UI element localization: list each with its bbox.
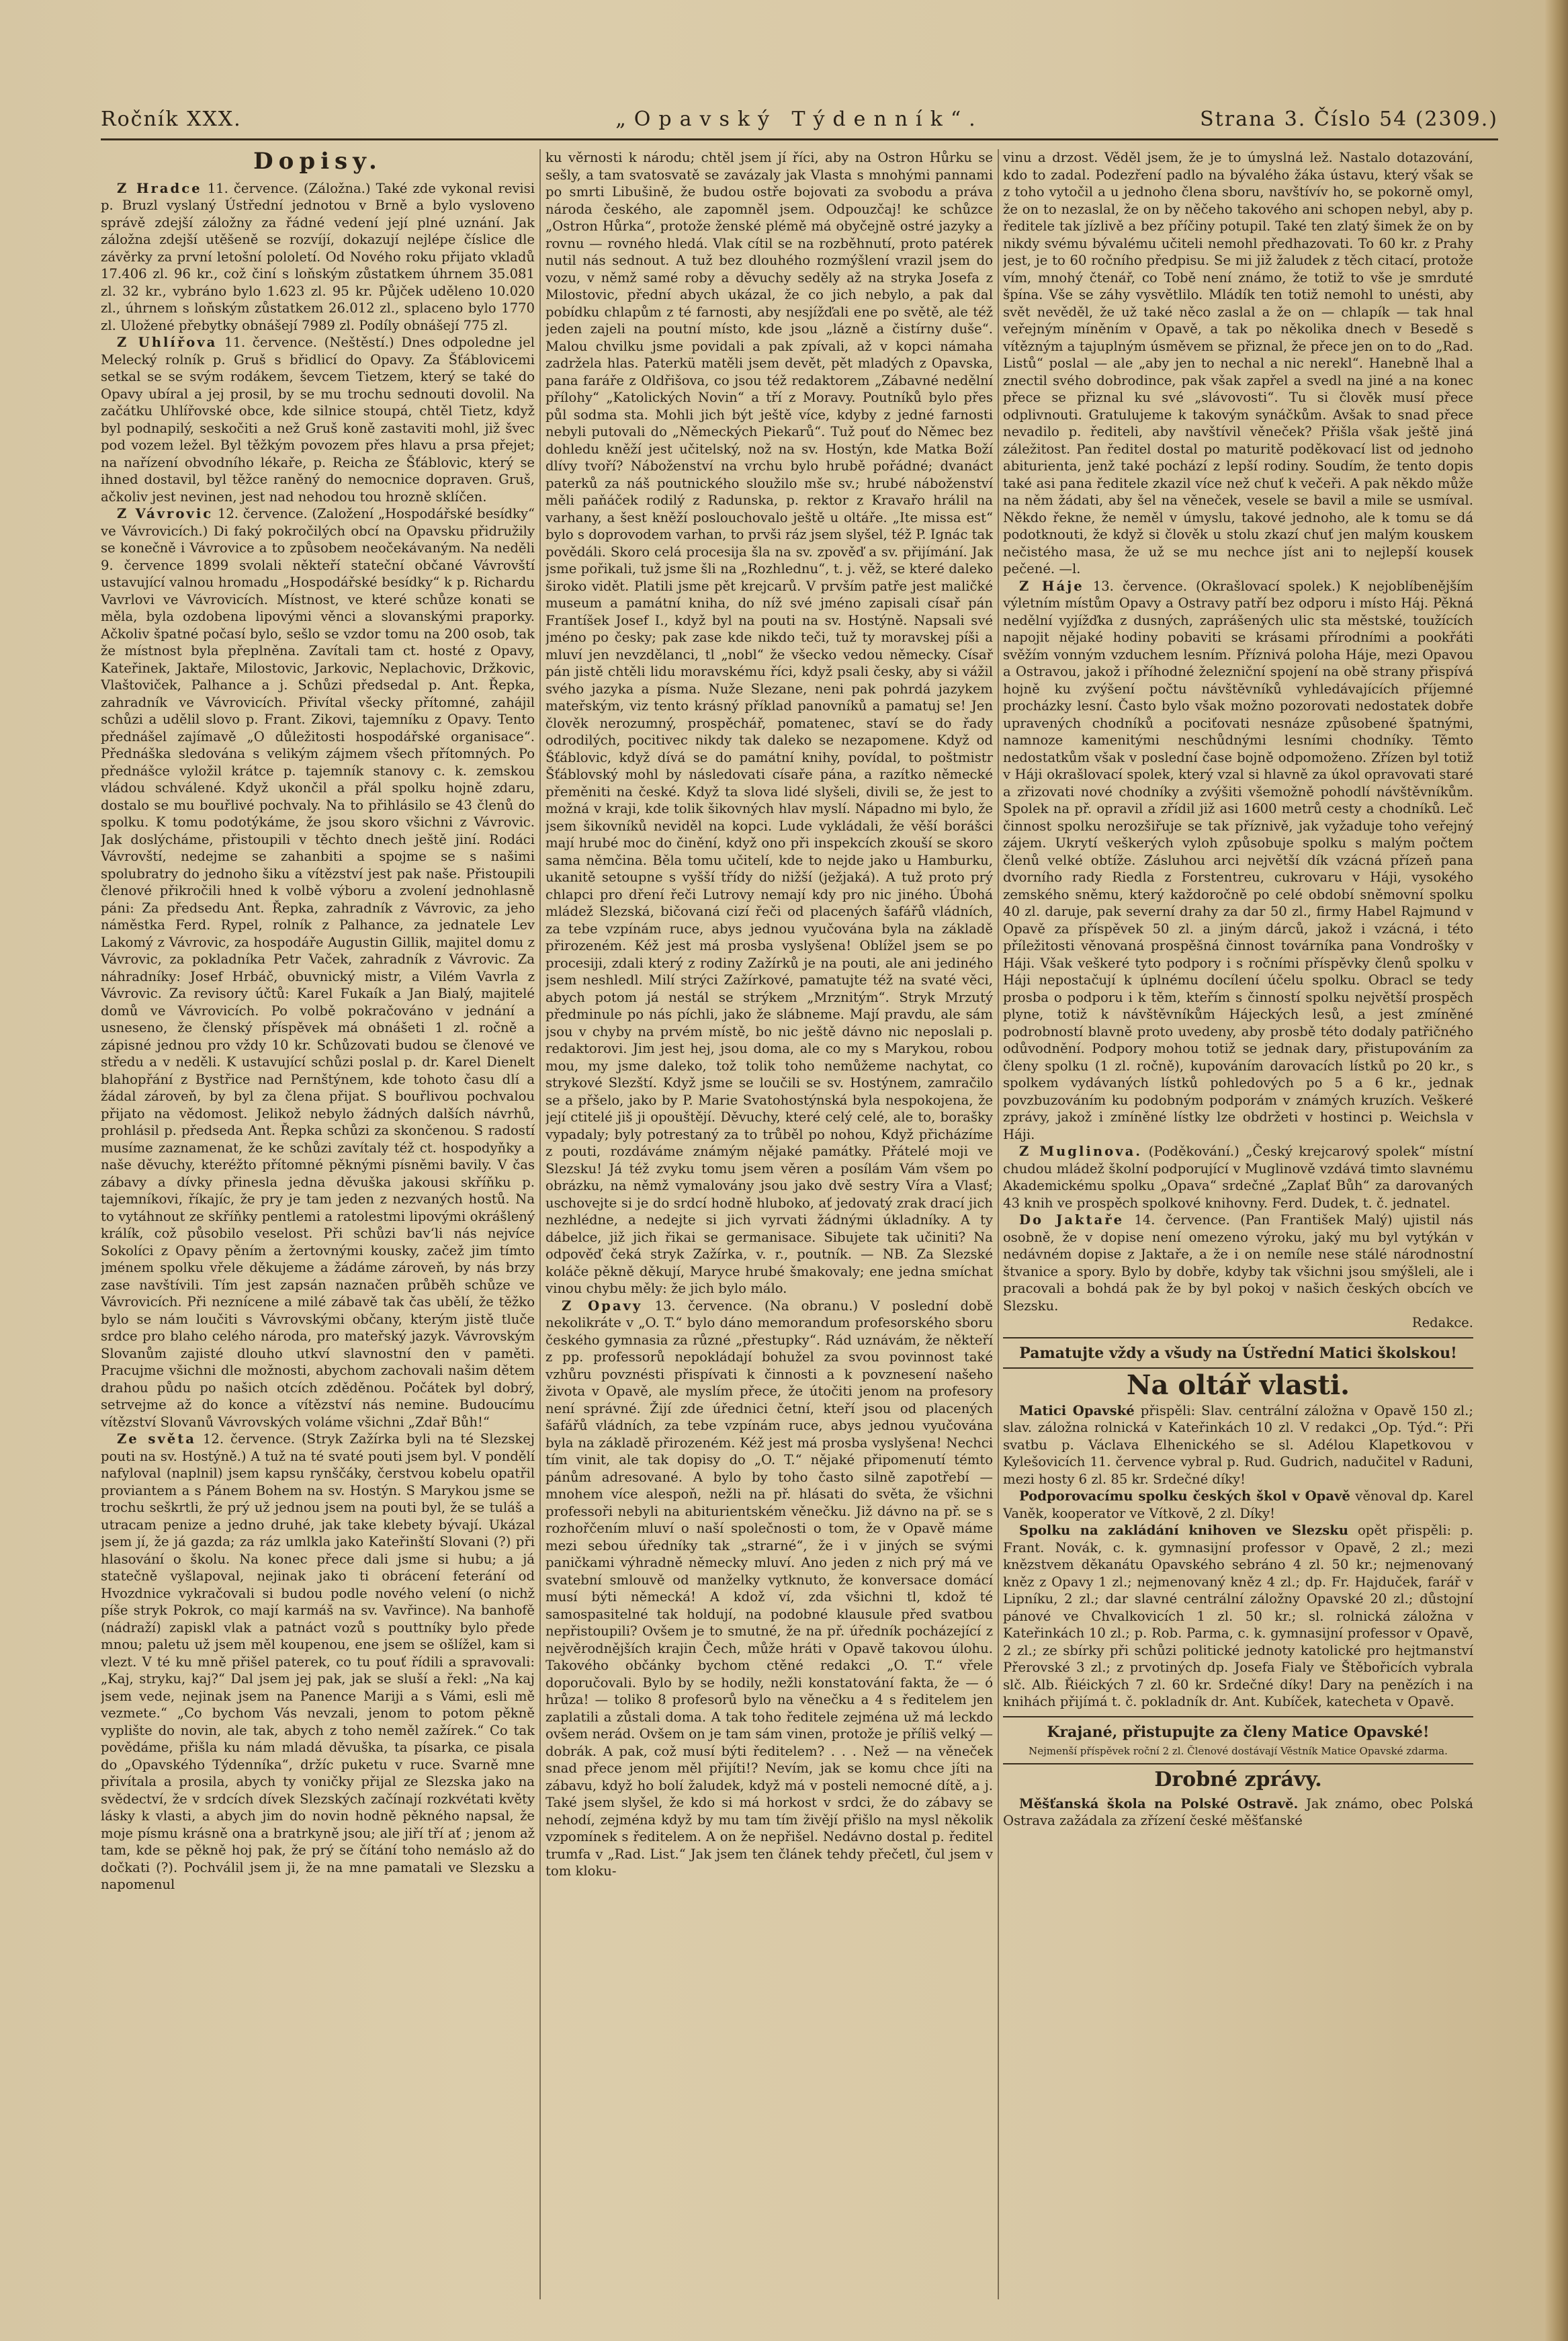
recipient: Matici Opavské <box>1019 1402 1135 1418</box>
article-paragraph <box>546 1297 993 1880</box>
article-text: 11. července. (Neštěstí.) Dnes odpoledne jel Melecký rolník p. Gruš s břidlicí do Opavy. Za Šťáblovicemi setkal se se svým rodákem, ševcem Tietzem, který se také do Opavy ubíral a jej prosil, by se mu trochu sednouti dovolil. Na začátku Uhlířovské obce, kde silnice stoupá, chtěl Tietz, když byl podnapilý, seskočiti a než Gruš koně zastaviti mohl, již švec pod vozem ležel. Byl těžkým povozem přes hlavu a prsa přejet; na nařízení obvodního lékaře, p. Reicha ze Šťáblovic, který se ihned dostavil, byl těžce raněný do nemocnice dopraven. Gruš, ačkoliv jest nevinen, jest nad nehodou tou hrozně sklíčen. <box>101 335 535 505</box>
membership-note: Nejmenší příspěvek roční 2 zl. Členové dostávají Věstník Matice Opavské zdarma. <box>1029 1745 1448 1757</box>
article-text: 14. července. (Pan František Malý) ujistil nás osobně, že v dopise není omezeno výroku, jaký mu byl vytýkán v nedávném dopise z Jaktaře, a že i on nemíle nese stálé národnostní štvanice a spory. Bylo by dobře, kdyby tak všichni jsou smýšleli, ale i pracovali a bohdá pak že by byl pokoj v našich českých obcích ve Slezsku. <box>1003 1212 1473 1314</box>
article-paragraph <box>1003 578 1473 1144</box>
news-paragraph <box>1003 1795 1473 1830</box>
donation-paragraph <box>1003 1522 1473 1711</box>
donation-paragraph <box>1003 1402 1473 1488</box>
article-text: 11. července. (Záložna.) Také zde vykonal revisi p. Bruzl vyslaný Ústřední jednotou v Brně a bylo vysloveno správě zdejší záložny za řádné vedení její plné uznání. Jak záložna zdejší utěšeně se rozvíjí, dokazují nejlépe číslice dle závěrky za první letošní pololetí. Od Nového roku přijato vkladů 17.406 zl. 96 kr., což činí s loňským zůstatkem úhrnem 35.081 zl. 32 kr., vybráno bylo 1.623 zl. 95 kr. Půjček uděleno 10.020 zl., úhrnem s loňským zůstatkem 26.012 zl., splaceno bylo 1770 zl. Uložené přebytky obnášejí 7989 zl. Podíly obnášejí 775 zl. <box>101 180 535 333</box>
article-text: (Poděkování.) „Český krejcarový spolek“ místní chudou mládež školní podporující v Muglinově vzdává timto slavnému Akademickému spolku „Opava“ srdečné „Zaplať Bůh“ za darovaných 43 knih ve prospěch spolkové knihovny. Ferd. Dudek, t. č. jednatel. <box>1003 1144 1473 1211</box>
article-paragraph <box>1003 1211 1473 1314</box>
column-divider <box>539 149 541 2299</box>
article-paragraph <box>101 505 535 1431</box>
section-title: Na oltář vlasti. <box>1126 1369 1350 1401</box>
recipient: Spolku na zakládání knihoven ve Slezsku <box>1019 1523 1349 1538</box>
article-text: 12. července. (Založení „Hospodářské besídky“ ve Vávrovicích.) Di faký pokročilých obcí na Opavsku přidružily se konečně i Vávrovice a to způsobem neočekávaným. Na neděli 9. července 1899 svolali někteří stateční občané Vávrovští ustavující valnou hromadu „Hospodářské besídky“ k p. Richardu Vavrlovi ve Vávrovicích. Místnost, ve které schůze konati se měla, byla ozdobena lipovými věnci a slovanskými praporky. Ačkoliv špatné počasí bylo, sešlo se vzdor tomu na 200 osob, tak že místnost byla přeplněna. Zavítali tam ct. hosté z Opavy, Kateřinek, Jaktaře, Milostovic, Jarkovic, Neplachovic, Držkovic, Vlaštoviček, Palhance a j. Schůzi předsedal p. Ant. Řepka, zahradník ve Vávrovicích. Přivítal všecky přítomné, zahájil schůzi a udělil slovo p. Frant. Zikovi, tajemníku z Opavy. Tento přednášel zajímavě „O důležitosti hospodářské organisace“. Přednáška sledována s velikým zájmem všech přítomných. Po přednášce vyložil krátce p. tajemník stanovy c. k. zemskou vládou schválené. Když ukončil a přál spolku hojně zdaru, dostalo se mu bouřlivé pochvaly. Na to přihlásilo se 43 členů do spolku. K tomu podotýkáme, že jsou skoro všichni z Vávrovic. Jak doslýcháme, přistoupili v těchto dnech ještě jiní. Rodáci Vávrovští, nedejme se zahanbiti a spojme se s našimi spolubratry do jednoho šiku a vítězství jest pak naše. Přistoupili členové přikročili hned k volbě výboru a zvolení jednohlasně páni: Za předsedu Ant. Řepka, zahradník z Vávrovic, za jeho náměstka Ferd. Rypel, rolník z Palhance, za jednatele Lev Lakomý z Vávrovic, za hospodáře Augustin Gillik, majitel domu z Vávrovic, za pokladníka Petr Vaček, zahradník z Vávrovic. Za náhradníky: Josef Hrbáč, obuvnický mistr, a Vilém Vavrla z Vávrovic. Za revisory účtů: Karel Fukaík a Jan Bialý, majitelé domů ve Vávrovicích. Po volbě pokračováno v jednání a usneseno, že členský příspěvek má obnášeti 1 zl. ročně a zápisné jednou pro vždy 10 kr. Schůzovati budou se členové ve středu a v neděli. K ustavující schůzi poslal p. dr. Karel Dienelt blahopřání z Bystřice nad Pernštýnem, kde tohoto času dlí a žádal zároveň, by byl za člena přijat. S bouřlivou pochvalou přijato na vědomost. Jelikož nebylo žádných dalších návrhů, prohlásil p. předseda Ant. Řepka schůzi za skončenou. S radostí musíme zaznamenat, že ke schůzi zavítaly též ct. hospodyňky a naše děvuchy, kteréžto přítomné pěknými písněmi bavily. V čas zábavy a dívky přinesla jedna děvuška jakousi skříňku p. tajemníkovi, říkajíc, že pry je tam jeden z nezvaných hostů. Na to vytáhnout ze skříňky pentlemi a ratolestmi lipovými okrášlený králík, což působilo veselost. Při schůzi bav‘li nás nejvíce Sokolíci z Opavy pěním a žertovnými kousky, začež jim tímto jménem spolku vřele děkujeme a žádáme zároveň, by nás brzy zase navštívili. Tím jest zapsán naznačen průběh schůze ve Vávrovicích. Při neznícene a milé zábavě tak čas ubělí, že těžko bylo se nám loučiti s Vávrovskými občany, kterým jistě tluče srdce pro blaho celého národa, pro mateřský jazyk. Vávrovským Slovanům zajisté dlouho utkví slavnostní den v paměti. Pracujme všichni dle možnosti, abychom zachovali našim dětem drahou půdu po našich otcích zděděnou. Počátek byl dobrý, setrvejme až do konce a vítězství nás nemine. Budoucímu vítězství Slovanů Vávrovských voláme všichni „Zdař Bůh!“ <box>101 506 535 1430</box>
page-number: Strana 3. Číslo 54 (2309.) <box>1200 108 1498 131</box>
dateline: Z Háje <box>1019 578 1084 594</box>
donation-text: přispěli: Slav. centrální záložna v Opavě 150 zl.; slav. záložna rolnická v Kateřinkách 10 zl. V redakci „Op. Týd.“: Při svatbu p. Václava Elhenického se sl. Adélou Klapetkovou v Kylešovicích 11. července vybral p. Rud. Gudrich, nadučitel v Raduni, mezi hosty 6 zl. 85 kr. Srdečné díky! <box>1003 1402 1473 1487</box>
news-text: Jak známo, obec Polská Ostrava zažádala za zřízení české měšťanské <box>1003 1795 1473 1828</box>
dateline: Z Uhlířova <box>117 335 218 350</box>
article-paragraph <box>546 149 993 1297</box>
dateline: Ze světa <box>117 1431 196 1447</box>
column-1 <box>101 149 535 2299</box>
dateline: Z Hradce <box>117 180 202 196</box>
page-edge <box>1545 0 1568 2341</box>
dateline: Z Muglinova. <box>1019 1144 1143 1159</box>
article-paragraph <box>101 334 535 505</box>
divider <box>1003 1367 1473 1369</box>
signature: Redakce. <box>1411 1315 1473 1330</box>
dateline: Z Vávrovic <box>117 506 214 521</box>
dateline: Z Opavy <box>562 1297 643 1314</box>
article-paragraph <box>1003 1143 1473 1211</box>
news-heading: Měšťanská škola na Polské Ostravě. <box>1019 1795 1299 1812</box>
article-text: 13. července. (Okrašlovací spolek.) K nejoblíbenějším výletním místům Opavy a Ostravy patří bez odporu i místo Háj. Pěkná nedělní vyjížďka z dusných, zaprášených ulic sta městské, toužících napojit nějaké hodiny pobaviti se krásami přírodními a pookřáti svěžím vonným vzduchem lesním. Příznivá poloha Háje, mezi Opavou a Ostravou, jakož i příhodné železniční spojení na obě strany přispívá hojně ku zvýšení počtu návštěvníků vyhledávajících příjemné procházky lesní. Často bylo však možno pozorovati nedostatek dobře upravených chodníků a pociťovati nesnáze způsobené špatnými, namnoze kamenitými neschůdnými lesními chodníky. Těmto nedostatkům však v poslední čase bojně odpomoženo. Zřízen byl totiž v Háji okrašlovací spolek, který vzal si hlavně za úkol opravovati staré a zřizovati nové chodníky a zvýšiti všemožně pohodlí návštěvníkům. Spolek na př. opravil a zřídil již asi 1600 metrů cesty a chodníků. Leč činnost spolku nerozšiřuje se tak příznivě, jak vyžaduje toho veřejný zájem. Ukrytí veškerých vyloh způsobuje spolku s malým počtem členů velké obtíže. Zásluhou arci největší dík vzácná přízeň pana dvorního rady Riedla z Forstentreu, cukrovaru v Háji, vysokého zemského sněmu, který každoročně po celé období sněmovní spolku 40 zl. daruje, pak severní drahy za dar 50 zl., firmy Habel Rajmund v Opavě za příspěvek 50 zl. a jiným dárců, jakož i vzácná, i této příležitosti věnovaná prospěšná činnost továrníka pana Vondrošky v Háji. Však veškeré tyto podpory i s ročními příspěvky členů spolku v Háji nepostačují k úplnému docílení účelu spolku. Obracl se tedy prosba o podporu i k těm, kteřím s činností spolku největší prospěch plyne, totiž k návštěvníkům Hájeckých lesů, a jest zmíněné podrobností blavně proto uvedeny, aby prosbě této dodaly patřičného odůvodnění. Podpory mohou totiž se jednak dary, přistupováním za členy spolku (1 zl. ročně), kupováním darovacích lístků po 20 kr., s spolkem vydávaných lístků pohledových po 5 a 6 kr., jednak povzbuzováním ku podobným podporám v známých kruzích. Veškeré zprávy, jakož i zmíněné lístky lze obdržeti v hostinci p. Weichsla v Háji. <box>1003 578 1473 1142</box>
donation-text: opět přispěli: p. Frant. Novák, c. k. gymnasijní professor v Opavě, 2 zl.; mezi knězstvem děkanátu Opavského sebráno 4 zl. 50 kr.; nejmenovaný kněz z Opavy 1 zl.; nejmenovaný kněz 4 zl.; dp. Fr. Hajduček, farář v Lipníku, 2 zl.; dar slavné centrální záložny Opavské 20 zl.; důstojní pánové ve Chvalkovicích 1 zl. 50 kr.; sl. rolnická záložna v Kateřinkách 10 zl.; p. Rob. Parma, c. k. gymnasijní professor v Opavě, 2 zl.; ze sbírky při schůzi politické jednoty katolické pro hejtmanství Přerovské 3 zl.; z prvotiných dp. Josefa Fialy ve Štěbořicích vybrala slč. Alb. Řiéických 7 zl. 60 kr. Srdečné díky! Dary na penězích i na knihách přijímá t. č. pokladník dr. Ant. Kubíček, katecheta v Opavě. <box>1003 1523 1473 1709</box>
column-divider <box>998 149 999 2299</box>
recipient: Podporovacímu spolku českých škol v Opavě <box>1019 1488 1350 1504</box>
article-paragraph <box>1003 149 1473 578</box>
newspaper-title: „Opavský Týdenník“. <box>615 108 984 131</box>
column-2 <box>546 149 993 2299</box>
appeal-banner: Krajané, přistupujte za členy Matice Opavské! <box>1047 1723 1430 1741</box>
appeal-banner: Pamatujte vždy a všudy na Ústřední Matici školskou! <box>1019 1344 1457 1362</box>
dateline: Do Jaktaře <box>1019 1212 1125 1228</box>
article-text: 12. července. (Stryk Zažírka byli na té Slezskej pouti na sv. Hostýně.) A tuž na té svaté pouti jsem byl. V pondělí nafyloval (naplnil) jsem kapsu rynščáky, čerstvou kobelu opatřil proviantem a s Pánem Bohem na sv. Hostýn. S Marykou jsme se trochu seškrtli, že prý už jednou jsem na pouti byl, že se tuláš a utracam penize a jedno druhé, jak take klebety bývají. Ukázal jsem jí, že já gazda; za ráz umlkla jako Kateřinští Slovani (?) při hlasování o školu. Na konec přece dali jsme si hubu; a já statečně vyšlapoval, nejinak jako ti obrácení feterání od Hvozdnice vykračovali si budou podle nového velení (o nichž píše stryk Pokrok, co mají karmáš na sv. Vavřince). Na banhofě (nádraží) zapiskl vlak a patnáct vozů s pouttníky bylo přede mnou; paletu už jsem měl koupenou, ene jsem se ošlížel, kam si vlezt. V té ku mně přišel paterek, co tu pouť řídili a spravovali: „Kaj, stryku, kaj?“ Dal jsem jej pak, jak se sluší a řekl: „Na kaj jsem vede, nejinak jsem na Panence Mariji a s Vámi, esli mě vezmete.“ „Co bychom Vás nevzali, jenom to potom pěkně vyplište do novin, ale tak, abych z toho neměl zažírek.“ Co tak povědáme, přišla ku nám mladá děvuška, ta písarka, ce pisala do „Opavského Týdenníka“, držíc puketu v ruce. Svarně mne přivítala a prosila, abych ty voničky přijal ze Slezska jako na svědectví, že v srdcích dívek Slezských začínají rozkvétati květy lásky k vlasti, a abych jim do novin hodně pěkného napsal, že moje písmu krásně ona a bratrkyně jsou; ale jiří tří ať ; jenom až tam, kde se pěkně hoj pak, že prý se čítání toho nemáslo až do dočkati (?). Pochválil jsem ji, že na mne pamatali ve Slezsku a napomenul <box>101 1431 535 1892</box>
article-text: 13. července. (Na obranu.) V poslední době nekolikráte v „O. T.“ bylo dáno memorandum profesorského sboru českého gymnasia za různé „přestupky“. Rád uznávám, že někteří z pp. professorů nepokládají bohužel za svou povinnost také vzhůru povznésti přispívati k činnosti a k povznesení našeho života v Opavě, ale myslím přece, že útočiti jenom na profesory není správné. Žijí zde úřednici četní, kteří jsou od placených šafářů vládních, za tebe vzpínám ruce, abys jednou vyučována byla na základě přirozeném. Kéž jest má prosba vyslyšena! Nechci tím vinit, ale tak dopisy do „O. T.“ nějaké připomenutí témto pánům adresované. A bylo by toho často silně zapotřebí — mnohem více alespoň, nežli na př. hlásati do světa, že všichni professoři nebyli na abiturientském věnečku. Již dávno na př. se s rozhořčením mluví o naší společnosti o tom, že v Opavě máme mezi sebou úředníky tak „strarné“, že i v jiných se svými paničkami výhradně německy mluví. Ano jeden z nich prý má ve svatební smlouvě od manželky vytknuto, že konversace domácí musí býti německá! A kdož ví, zda všichni tl, kdož té samospasitelné tak holdují, na podobné klausule před svatbou nepřistoupili? Ovšem je to smutné, že na př. úředník pocházející z nejvěrodnějších krajin Čech, může hráti v Opavě takovou úlohu. Takového občánky bychom ctěné redakci „O. T.“ vřele doporučovali. Bylo by se hodily, nežli konstatování fakta, že — ó hrůza! — toliko 8 profesorů bylo na věnečku a 4 s ředitelem jen zaplatili a zůstali doma. A tak toho ředitele zejména už má leckdo ovšem nerád. Ovšem on je tam sám vinen, protože je příliš velký — dobrák. A pak, což musí býti ředitelem? . . . Než — na věneček snad přece jenom měl přijíti!? Nevím, jak se komu chce jíti na zábavu, když ho bolí žaludek, když má v posteli nemocné dítě, a j. Také jsem slyšel, že kdo si má horkost v srdci, že do zábavy se nehodí, zejména když by mu tam tím živějí přišlo na mysl několik vzpomínek s ředitelem. A on že nepřišel. Nedávno dostal p. ředitel trumfa v „Rad. List.“ Jak jsem ten článek tehdy přečetl, čul jsem v tom kloku- <box>546 1297 993 1879</box>
donation-paragraph <box>1003 1488 1473 1522</box>
article-paragraph <box>101 1431 535 1893</box>
divider <box>1003 1716 1473 1717</box>
donation-text: věnoval dp. Karel Vaněk, kooperator ve Vítkově, 2 zl. Díky! <box>1003 1488 1473 1521</box>
divider <box>1003 1337 1473 1338</box>
page-header <box>101 101 1498 138</box>
header-rule <box>101 138 1498 140</box>
section-title: Drobné zprávy. <box>1154 1768 1322 1791</box>
article-text: ku věrnosti k národu; chtěl jsem jí říci, aby na Ostron Hůrku se sešly, a tam svatosvatě se zavázaly jak Vlasta s mnohými pannami po smrti Libušině, že budou ostře bojovati za svobodu a práva národa českého, ale zapomněl jsem. Odpouzčaj! ke schůzce „Ostron Hůrka“, protože ženské plémě má obyčejně ostré jazyky a rovnu — rovného hledá. Vlak cítil se na rozběhnutí, proto patérek nutil nás sednout. A tuž bez dlouhého rozmýšlení vrazil jsem do vozu, v němž samé roby a děvuchy seděly až na stryka Josefa z Milostovic, přední abych ukázal, že co jich nebylo, a pak dal pobídku chlapům z té farnosti, aby nesjížďali ene po světě, ale též jeden zajeli na poutní místo, kde jsou „lázně a čistírny duše“. Malou chvilku jsme povidali a pak zpívali, až v kopci námaha zadržela hlas. Paterkü matěli jsem devět, pět mladých z Opavska, pana faráře z Oldřišova, co jsou též redaktorem „Zábavné nedělní přílohy“ „Katolických Novin“ a tří z Moravy. Poutníků bylo přes půl sodma sta. Mohli jich být ještě více, kdyby z jedné farnosti nebyli putovali do „Německých Piekarů“. Tuž pouť do Němec bez dohledu kněží jest učitelský, nož na sv. Hostýn, kde Matka Boží dlívy tvoří? Náboženství na vrchu bylo hrubě pořádné; dvanáct paterků za náš poutnického sloužilo mše sv.; hrubé náboženství měli paňáček rodilý z Radunska, p. rektor z Kravařo hrálil na varhany, a šest kněží poslouchovalo ještě u oltáře. „Ite missa est“ bylo s doprovodem varhan, to prvši ráz jsem slyšel, též P. Ignác tak povědáli. Skoro celá procesija šla na sv. zpověď a sv. přijímání. Jak jsme pořikali, tuž jsme šli na „Rozhlednu“, t. j. věž, se které daleko široko vidět. Platili jsme pět krejcarů. V prvším patře jest maličké museum a památní kniha, do níž své jméno zapisali císař pán Frantíšek Josef I., když byl na pouti na sv. Hostýně. Napsali své jméno po česky; pak zase kde nikdo teči, tuž ty moravskej píši a mluví jen nevzdělanci, tl „nobl“ že všecko vedou německy. Císař pán jistě chtěli lidu moravskému říci, když psali česky, aby si vážil svého jazyka a písma. Nuže Slezane, neni pak pohrdá jazykem mateřským, viz tento krásný příklad panovníků a pamatuj se! Jen člověk nerozumný, prospěchář, pomatenec, staví se do řady odrodilých, pocitivec nikdy tak daleko se nezapomene. Když od Šťáblovic, když dívá se do památní knihy, povídal, to poštmistr Šťáblovský mohl by následovati císaře pána, a razítko německé přeměniti na české. Když ta slova lidé slyšeli, divili se, že jest to možná v kraji, kde tolik šikovných hlav myslí. Nápadno mi bylo, že jsem šikovníků neviděl na kopci. Lude vykládali, že věší borášci mají hrubé moc do činění, když ono při inspekcích zkouší se skoro sama němčina. Běla tomu učitelí, kde to nejde jako u Hamburku, ukanitě setoupne s vyšší třídy do nižší (ježjaká). A tuž proto prý chlapci pro dření řeči Lutrovy nemají kdy pro nic jiného. Úbohá mládež Slezská, bičovaná cizí řeči od placených šafářů vládních, za tebe vzpínám ruce, abys jednou vyučována byla na základě přirozeném. Kéž jest má prosba vyslyšena! Oblížel jsem se po procesiji, zdali který z rodiny Zažírků je na pouti, ale ani jediného jsem neshledl. Milí strýci Zažírkové, pamatujte též na svaté věci, abych potom já nestál se strýkem „Mrznitým“. Stryk Mrzutý předminule po nás píchli, jako že slábneme. Mají pravdu, ale sám jsou v chyby na prvém místě, bo nic ještě dávno nic neposlali p. redaktorovi. Jim jest hej, jsou doma, ale co my s Marykou, robou mou, my jsme daleko, tož tolik toho nemůžeme nachytat, co strykové Slezští. Když jsme se loučili se sv. Hostýnem, zamračilo se a přšelo, jako by P. Marie Svatohostýnská byla nespokojena, že její ctitelé jiš ji opouštějí. Děvuchy, které celý celé, ale to, borašky vypadaly; byly potrestaný za to trůběl po nohou, Když přicházíme z pouti, rozdáváme známým nějaké památky. Přátelé moji ve Slezsku! Já též zvyku tomu jsem věren a posílám Vám všem po obrázku, na němž vymalovány jsou jako dvě sestry Víra a Vlasť; uschovejte si je do srdcí hodně hluboko, ať jedovatý zrak drací jich nezhlédne, a nedejte si jich vyrvati žádnými úkladníky. A ty dábelce, již jich řikai se germanisace. Sibujete tak učiniti? Na odpověď čeká stryk Zažírka, v. r., poutník. — NB. Za Slezské koláče pěkně děkují, Maryce hrubé šmakovaly; ene jedna smíchat vinou chybu měly: že jich bylo málo. <box>546 150 993 1296</box>
section-title: Dopisy. <box>253 149 382 175</box>
column-3 <box>1003 149 1473 2299</box>
article-paragraph <box>101 180 535 335</box>
volume-label: Ročník XXX. <box>101 108 242 131</box>
article-text: vinu a drzost. Věděl jsem, že je to úmyslná lež. Nastalo dotazování, kdo to zadal. Podezření padlo na bývalého žáka ústavu, který však se z toho vytočil a u jednoho člena sboru, navštívív ho, se pokorně omyl, že on to nezaslal, že on by něčeho takového ani schopen nebyl, aby p. ředitele tak jízlivě a bez příčiny potupil. Také ten zlatý šimek že on by nikdy svému bývalému učiteli nemohl předhazovati. To 60 kr. z Prahy jest, je to 60 ročního předpisu. Se mi již žaludek z těch citací, protože vím, mnohý čtenář, co Tobě není známo, že totiž to vše je smrduté špína. Vše se záhy vysvětlilo. Mládík ten totiž nemohl to unésti, aby svět nevěděl, že už také něco zaslal a že on — chlapík — tak hnal veřejným míněním v Opavě, a tak po několika dnech v Besedě s vítězným a tajuplným úsměvem se přiznal, že přece jen on to do „Rad. Listů“ poslal — ale „aby jen to nechal a nic nerekl“. Hanebně lhal a znectil svého dobrodince, pak však zapřel a svedl na jiné a na konec přece se přiznal ku své „slávovosti“. Tu si člověk musí přece odplivnouti. Gratulujeme k takovým synáčkům. Avšak to snad přece nevadilo p. řediteli, aby navštívil věneček? Přišla však ještě jiná záležitost. Pan ředitel dostal po maturitě poděkovací list od jednoho abiturienta, jenž také pochází z lepší rodiny. Soudím, že tento dopis také asi pana ředitele zkazil více než chuť k večeři. A pak někdo může na něm žádati, aby šel na věneček, vesele se bavil a mile se usmíval. Někdo řekne, že neměl v úmyslu, takové jednoho, ale k tomu se dá podotknouti, že když si člověk u stolu zkazí chuť jen malým kouskem nečistého masa, že už se mu nechce jíst ani to nejlepší kousek pečené. —l. <box>1003 150 1473 577</box>
divider <box>1003 1763 1473 1764</box>
